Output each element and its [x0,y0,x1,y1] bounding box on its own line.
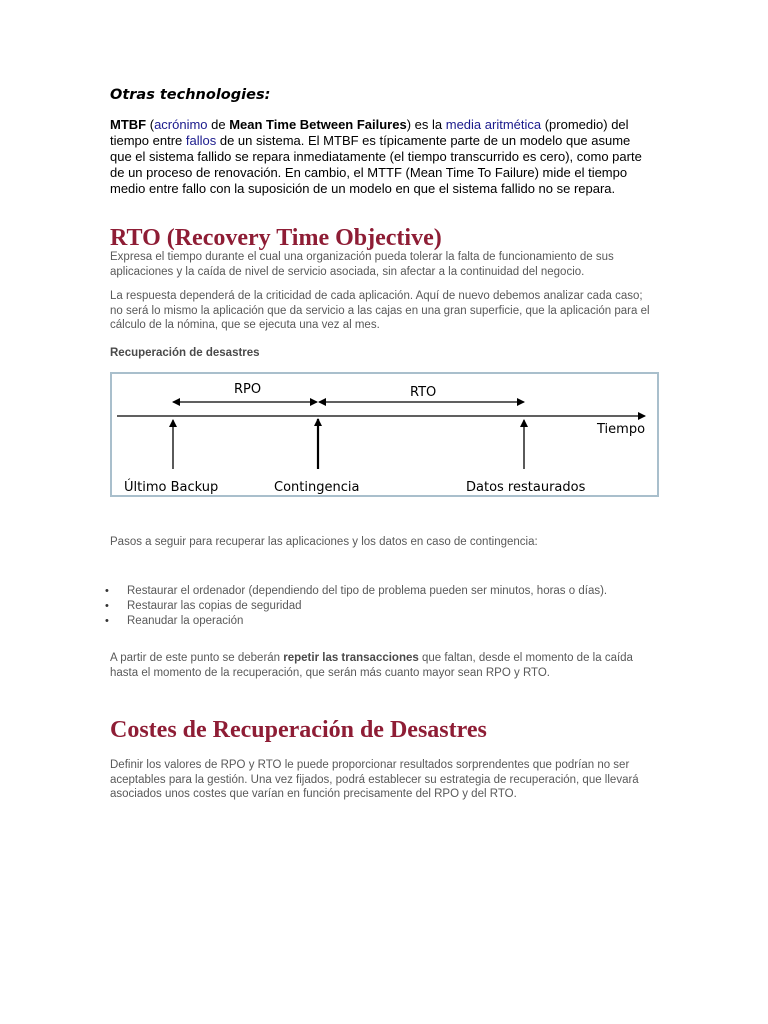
costes-paragraph: Definir los valores de RPO y RTO le puede proporcionar resultados sorprendentes que podrían no ser aceptables para la gestión. Una vez fijados, podrá establecer su estrategia de recuperación, que llevará asociados unos costes que varían en función precisamente del RPO y del RTO. [110,759,639,800]
mtbf-rest: de un sistema. El MTBF es típicamente parte de un modelo que asume que el sistema fallido se repara inmediatamente (el tiempo transcurrido es cero), como parte de un proceso de renovación. En cambio, el MTTF (Mean Time To Failure) mide el tiempo medio entre fallo con la suposición de un modelo en que el sistema fallido no se repara. [110,133,642,196]
rto-label: RTO [410,385,437,400]
rto-paragraph-1: Expresa el tiempo durante el cual una organización pueda tolerar la falta de funcionamiento de sus aplicaciones y la caída de nivel de servicio asociada, sin afectar a la continuidad del negocio. [110,251,614,278]
mtbf-promedio: (promedio) del tiempo entre [110,117,629,148]
media-aritmetica-link[interactable]: media aritmética [445,117,542,132]
tiempo-label: Tiempo [597,422,646,437]
list-item: • Restaurar el ordenador (dependiendo del tipo de problema pueden ser minutos, horas o días). [127,584,607,599]
after-bold-text: repetir las transacciones [283,652,419,664]
mtbf-es-la: ) es la [406,117,446,132]
mtbf-paragraph [110,117,655,197]
fallos-link[interactable]: fallos [185,133,217,148]
mtbf-open-paren: ( [146,117,155,132]
mtbf-de: de [207,117,230,132]
recuperacion-subheading [110,346,655,361]
ultimo-backup-label: Último Backup [124,480,219,495]
rto-paragraph-2: La respuesta dependerá de la criticidad de cada aplicación. Aquí de nuevo debemos analizar cada caso; no será lo mismo la aplicación que da servicio a las cajas en una gran superficie, que la aplicación para el cálculo de la nómina, que se ejecuta una vez al mes. [110,290,650,331]
mtbf-full-name: Mean Time Between Failures [229,117,407,132]
pasos-intro: Pasos a seguir para recuperar las aplicaciones y los datos en caso de contingencia: [110,536,538,548]
list-item: • Restaurar las copias de seguridad [127,599,607,614]
rpo-rto-diagram [110,372,659,497]
timeline-svg [112,374,657,495]
costes-heading: Costes de Recuperación de Desastres [110,717,487,743]
contingencia-label: Contingencia [274,480,360,495]
datos-restaurados-label: Datos restaurados [466,480,586,495]
pasos-list [104,584,607,629]
acronimo-link[interactable]: acrónimo [154,117,208,132]
pasos-after-paragraph [110,651,655,680]
after-post-text: que faltan, desde el momento de la caída hasta el momento de la recuperación, que serán más cuanto mayor sean RPO y RTO. [110,652,633,679]
list-item: • Reanudar la operación [127,614,607,629]
rpo-label: RPO [234,382,262,397]
after-pre-text: A partir de este punto se deberán [110,652,284,664]
otras-technologies-heading: Otras technologies: [110,87,271,103]
mtbf-term: MTBF [110,117,147,132]
recuperacion-subheading-text: Recuperación de desastres [110,347,260,359]
rto-heading: RTO (Recovery Time Objective) [110,225,442,251]
